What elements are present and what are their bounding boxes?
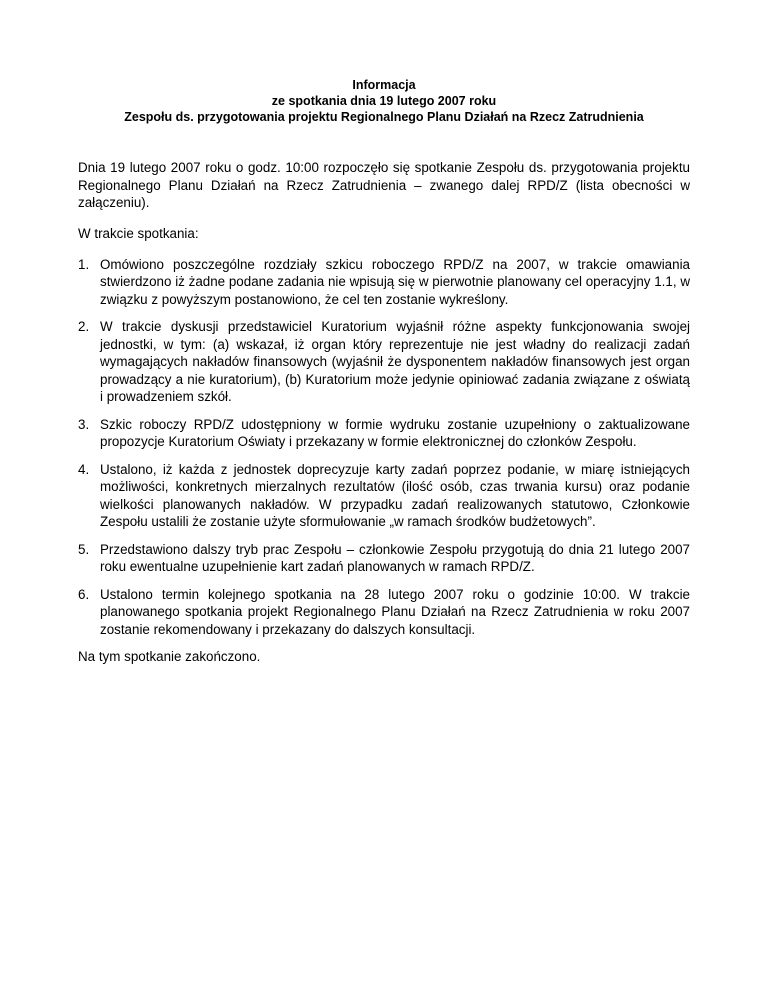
document-header [78, 77, 690, 125]
list-item [78, 586, 690, 639]
list-item-number: 4. [78, 461, 90, 477]
header-date-line: ze spotkania dnia 19 lutego 2007 roku [271, 94, 497, 108]
list-item-text: Ustalono termin kolejnego spotkania na 28 lutego 2007 roku o godzinie 10:00. W trakcie planowanego spotkania projekt Regionalnego Planu Działań na Rzecz Zatrudnienia w roku 2007 zostanie rekomendowany i przekazany do dalszych konsultacji. [100, 586, 690, 637]
list-item-text: Ustalono, iż każda z jednostek doprecyzuje karty zadań poprzez podanie, w miarę istniejących możliwości, konkretnych mierzalnych rezultatów (ilość osób, czas trwania kursu) oraz podanie wielkości planowanych nakładów. W przypadku zadań realizowanych statutowo, Członkowie Zespołu ustalili że zostanie użyte sformułowanie „w ramach środków budżetowych”. [100, 461, 690, 530]
list-item-number: 5. [78, 541, 90, 557]
list-item-number: 1. [78, 256, 90, 272]
list-item [78, 461, 690, 531]
list-item-text: Omówiono poszczególne rozdziały szkicu roboczego RPD/Z na 2007, w trakcie omawiania stwierdzono iż żadne podane zadania nie wpisują się w pierwotnie planowany cel operacyjny 1.1, w związku z powyższym postanowiono, że cel ten zostanie wykreślony. [100, 256, 690, 307]
list-item [78, 318, 690, 406]
document-page [78, 77, 690, 679]
list-item [78, 416, 690, 451]
list-item-number: 6. [78, 586, 90, 602]
list-item-text: Szkic roboczy RPD/Z udostępniony w formie wydruku zostanie uzupełniony o zaktualizowane propozycje Kuratorium Oświaty i przekazany w formie elektronicznej do członków Zespołu. [100, 416, 690, 450]
list-item [78, 256, 690, 309]
list-item-text: Przedstawiono dalszy tryb prac Zespołu – członkowie Zespołu przygotują do dnia 21 lutego 2007 roku ewentualne uzupełnienie kart zadań planowanych w ramach RPD/Z. [100, 541, 690, 575]
lead-paragraph: W trakcie spotkania: [78, 225, 199, 241]
meeting-points-list [78, 256, 690, 639]
intro-paragraph: Dnia 19 lutego 2007 roku o godz. 10:00 rozpoczęło się spotkanie Zespołu ds. przygotowania projektu Regionalnego Planu Działań na Rzecz Zatrudnienia – zwanego dalej RPD/Z (lista obecności w załączeniu). [78, 160, 690, 210]
header-title: Informacja [352, 78, 416, 92]
list-item-number: 2. [78, 319, 90, 335]
header-team-line: Zespołu ds. przygotowania projektu Regionalnego Planu Działań na Rzecz Zatrudnienia [124, 110, 644, 124]
list-item [78, 541, 690, 576]
list-item-text: W trakcie dyskusji przedstawiciel Kuratorium wyjaśnił różne aspekty funkcjonowania swojej jednostki, w tym: (a) wskazał, iż organ który reprezentuje nie jest władny do realizacji zadań wymagających nakładów finansowych (wyjaśnił że dysponentem nakładów finansowych jest organ prowadzący a nie kuratorium), (b) Kuratorium może jedynie opiniować zadania związane z oświatą i prowadzeniem szkół. [100, 319, 690, 405]
list-item-number: 3. [78, 416, 90, 432]
closing-paragraph: Na tym spotkanie zakończono. [78, 649, 261, 665]
